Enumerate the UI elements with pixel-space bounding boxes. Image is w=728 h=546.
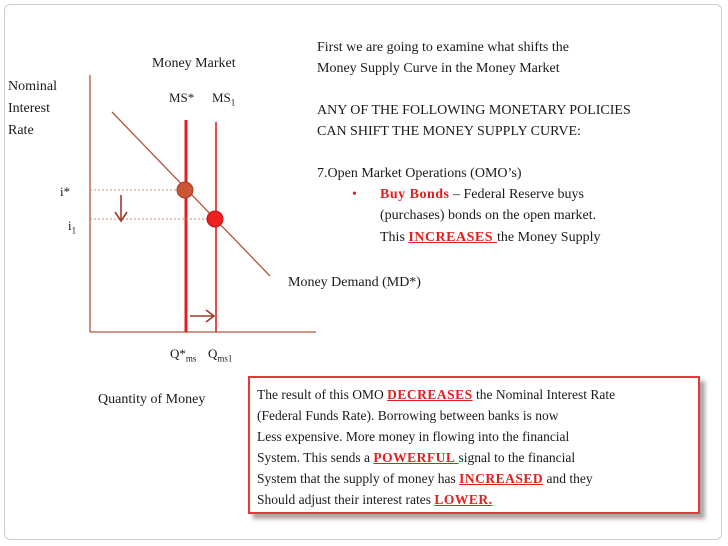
increased-text: INCREASED xyxy=(459,471,544,486)
result-line-3: Less expensive. More money in flowing into the financial xyxy=(257,429,570,444)
result-line-4 xyxy=(257,447,698,468)
supply-suffix: the Money Supply xyxy=(497,230,601,245)
money-demand-label: Money Demand (MD*) xyxy=(288,275,421,290)
bullet-text: • xyxy=(352,187,357,202)
q-star-label-text: Q* xyxy=(170,346,186,361)
y-axis-label xyxy=(8,76,57,142)
ms1-label-sub: 1 xyxy=(230,97,236,108)
q1-label-text: Q xyxy=(208,346,218,361)
omo-list-item: 7.Open Market Operations (OMO’s) xyxy=(317,166,522,181)
graph-title: Money Market xyxy=(152,56,236,71)
ms-star-label: MS* xyxy=(169,90,195,105)
ms1-label-text: MS xyxy=(212,90,231,105)
i-star-label: i* xyxy=(60,184,71,199)
bullet-glyph xyxy=(352,187,357,203)
result-line-5 xyxy=(257,468,698,489)
result-line-6 xyxy=(257,489,698,510)
increases-line xyxy=(380,230,600,246)
powerful-text: POWERFUL xyxy=(373,450,459,465)
decreases-text: DECREASES xyxy=(387,387,473,402)
result-1a: The result of this OMO xyxy=(257,387,388,402)
q1-label-sub: ms1 xyxy=(217,353,233,364)
q-star-label xyxy=(170,346,196,364)
result-6a: Should adjust their interest rates xyxy=(257,492,435,507)
lower-text: LOWER. xyxy=(434,492,493,507)
buy-bonds-rest: – Federal Reserve buys xyxy=(449,187,585,202)
y-label-line-2: Interest xyxy=(8,101,50,116)
policy-line-2: CAN SHIFT THE MONEY SUPPLY CURVE: xyxy=(317,124,581,139)
result-5c: and they xyxy=(543,471,593,486)
i1-label-text: i xyxy=(68,218,72,233)
intro-line-2: Money Supply Curve in the Money Market xyxy=(317,61,560,76)
intro-line-1: First we are going to examine what shifts the xyxy=(317,40,569,55)
buy-bonds-line xyxy=(380,187,584,203)
equilibrium-point-star xyxy=(177,182,193,198)
result-1c: the Nominal Interest Rate xyxy=(472,387,616,402)
result-4a: System. This sends a xyxy=(257,450,374,465)
y-label-line-1: Nominal xyxy=(8,79,57,94)
q-star-label-sub: ms xyxy=(185,353,197,364)
q1-label xyxy=(208,346,232,364)
equilibrium-point-new xyxy=(207,211,223,227)
policy-line-1: ANY OF THE FOLLOWING MONETARY POLICIES xyxy=(317,103,631,118)
increases-text: INCREASES xyxy=(408,230,498,245)
result-line-1 xyxy=(257,384,698,405)
result-5a: System that the supply of money has xyxy=(257,471,460,486)
y-label-line-3: Rate xyxy=(8,123,34,138)
i1-label xyxy=(68,218,76,236)
buy-bonds-text: Buy Bonds xyxy=(380,187,450,202)
i1-label-sub: 1 xyxy=(71,225,77,236)
result-line-2: (Federal Funds Rate). Borrowing between banks is now xyxy=(257,408,559,423)
ms1-label xyxy=(212,90,235,108)
x-axis-label: Quantity of Money xyxy=(98,392,206,407)
this-prefix: This xyxy=(380,230,409,245)
result-box xyxy=(248,376,700,514)
result-4c: signal to the financial xyxy=(458,450,576,465)
purchases-line: (purchases) bonds on the open market. xyxy=(380,208,597,223)
